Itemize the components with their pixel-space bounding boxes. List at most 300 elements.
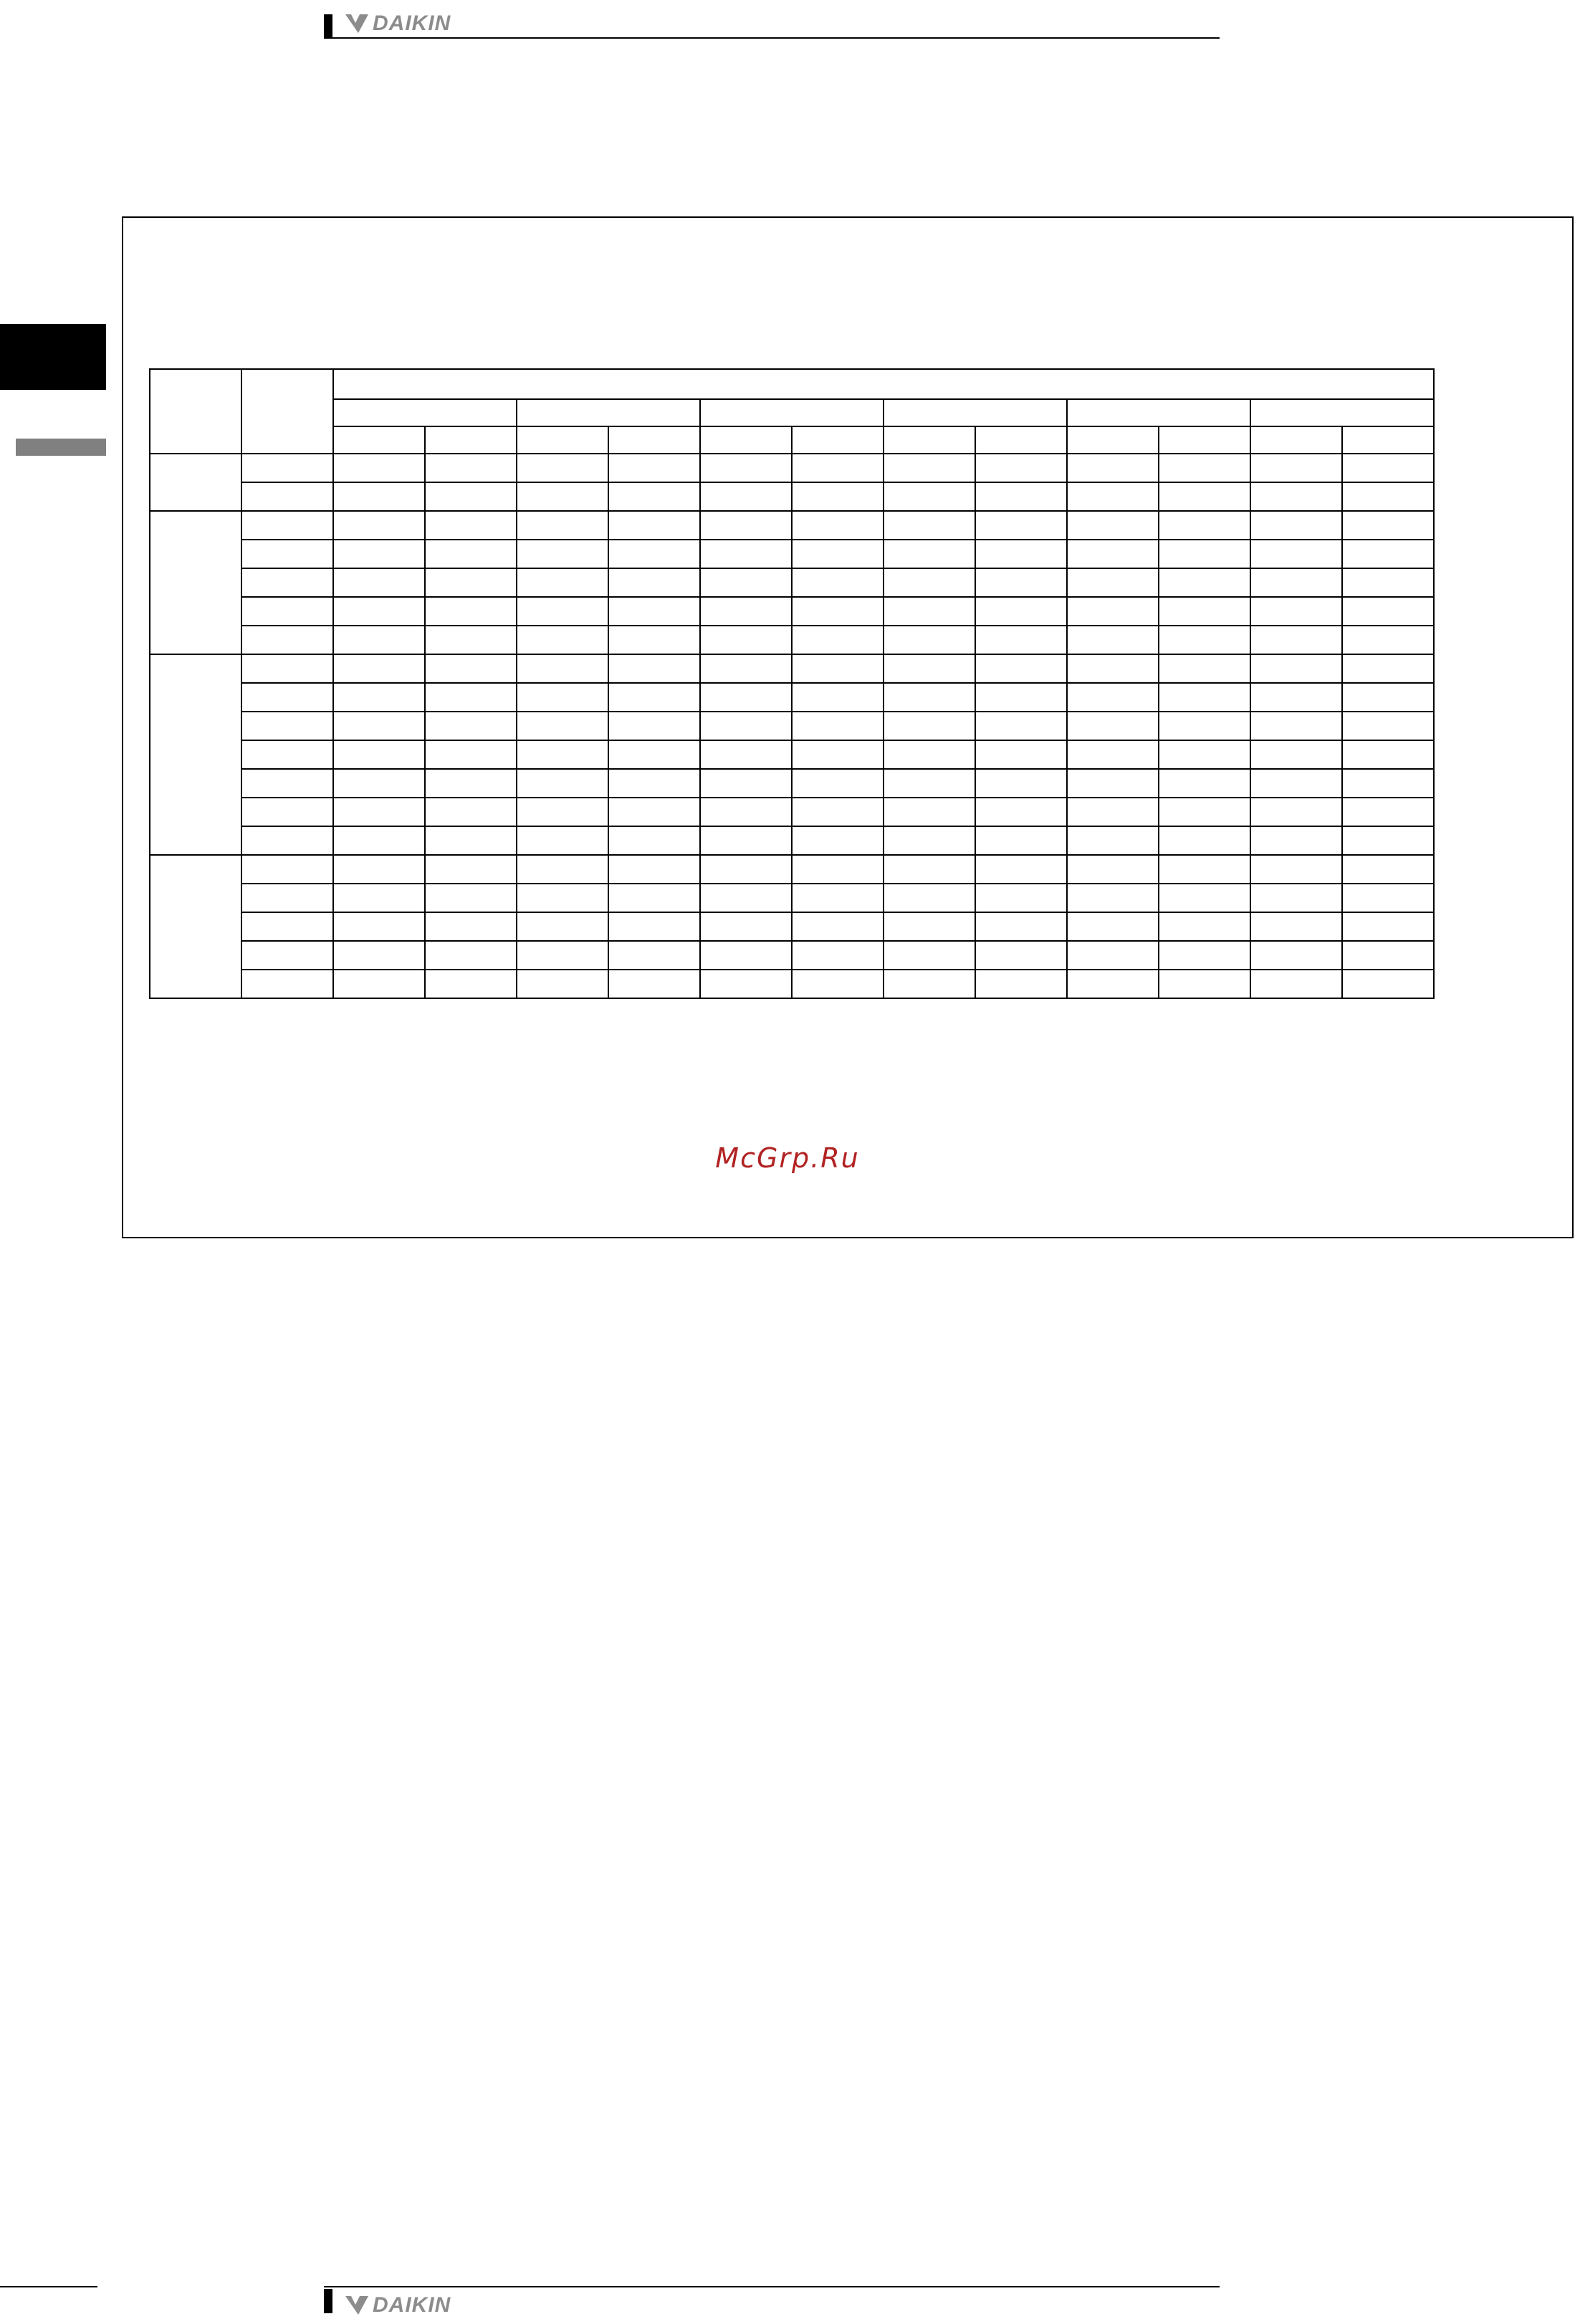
table-cell <box>1067 597 1159 626</box>
table-cell <box>700 654 792 683</box>
table-cell <box>517 826 608 855</box>
table-cell <box>975 540 1067 568</box>
table-cell <box>884 654 975 683</box>
table-cell <box>1067 941 1159 970</box>
table-cell <box>1067 884 1159 912</box>
table-cell <box>425 454 517 482</box>
table-row <box>150 769 1434 798</box>
table-header-row <box>150 426 1434 454</box>
table-cell <box>333 654 425 683</box>
table-cell <box>608 568 700 597</box>
table-cell <box>517 540 608 568</box>
table-cell <box>792 769 884 798</box>
table-cell <box>1250 941 1342 970</box>
table-cell <box>1342 683 1434 712</box>
table-cell <box>1067 568 1159 597</box>
table-cell <box>1159 511 1250 540</box>
table-cell <box>700 941 792 970</box>
row-label <box>241 683 333 712</box>
watermark: McGrp.Ru <box>715 1142 860 1174</box>
table-cell <box>425 970 517 998</box>
table-cell <box>517 568 608 597</box>
row-label <box>241 769 333 798</box>
table-cell <box>1250 654 1342 683</box>
table-header-row <box>150 399 1434 426</box>
table-cell <box>517 626 608 654</box>
table-cell <box>700 740 792 769</box>
table-cell <box>884 712 975 740</box>
table-cell <box>1159 454 1250 482</box>
table-cell <box>792 654 884 683</box>
row-group-label <box>150 454 241 511</box>
table-cell <box>425 568 517 597</box>
table-cell <box>975 568 1067 597</box>
table-cell <box>1159 941 1250 970</box>
table-cell <box>608 511 700 540</box>
table-cell <box>792 970 884 998</box>
table-cell <box>792 454 884 482</box>
table-cell <box>1159 970 1250 998</box>
table-cell <box>1250 769 1342 798</box>
table-cell <box>425 941 517 970</box>
footer-logo <box>344 2292 451 2319</box>
table-cell <box>517 654 608 683</box>
table-cell <box>792 912 884 941</box>
header-cell-group <box>333 399 517 426</box>
table-cell <box>333 912 425 941</box>
table-cell <box>792 626 884 654</box>
table-cell <box>884 683 975 712</box>
table-cell <box>1159 912 1250 941</box>
header-cell-row-label <box>150 369 241 454</box>
table-cell <box>884 769 975 798</box>
table-cell <box>884 941 975 970</box>
table-cell <box>425 654 517 683</box>
table-cell <box>1067 912 1159 941</box>
table-cell <box>608 626 700 654</box>
table-cell <box>1342 511 1434 540</box>
table-cell <box>333 941 425 970</box>
table-cell <box>1342 626 1434 654</box>
table-cell <box>517 855 608 884</box>
table-cell <box>884 626 975 654</box>
table-cell <box>884 740 975 769</box>
row-label <box>241 826 333 855</box>
table-cell <box>333 712 425 740</box>
table-cell <box>608 798 700 826</box>
table-cell <box>884 482 975 511</box>
table-cell <box>884 855 975 884</box>
table-cell <box>425 597 517 626</box>
table-cell <box>608 884 700 912</box>
table-cell <box>1250 798 1342 826</box>
table-row <box>150 740 1434 769</box>
table-cell <box>517 712 608 740</box>
table-cell <box>884 798 975 826</box>
table-cell <box>1250 597 1342 626</box>
table-cell <box>975 683 1067 712</box>
table-cell <box>1342 855 1434 884</box>
table-cell <box>1067 654 1159 683</box>
table-cell <box>1250 683 1342 712</box>
table-cell <box>517 941 608 970</box>
row-label <box>241 855 333 884</box>
table-row <box>150 826 1434 855</box>
table-cell <box>1159 826 1250 855</box>
table-cell <box>1250 712 1342 740</box>
table-cell <box>1067 482 1159 511</box>
table-cell <box>1342 540 1434 568</box>
table-cell <box>333 740 425 769</box>
table-cell <box>700 568 792 597</box>
header-cell-column <box>884 426 975 454</box>
table-cell <box>1250 740 1342 769</box>
table-cell <box>333 769 425 798</box>
table-cell <box>884 597 975 626</box>
table-cell <box>1159 540 1250 568</box>
header-cell-group <box>700 399 884 426</box>
table-cell <box>333 826 425 855</box>
table-row <box>150 712 1434 740</box>
table-cell <box>333 568 425 597</box>
table-cell <box>333 855 425 884</box>
table-cell <box>975 482 1067 511</box>
table-cell <box>792 798 884 826</box>
table-cell <box>608 540 700 568</box>
header-cell-column <box>792 426 884 454</box>
table-cell <box>333 884 425 912</box>
table-cell <box>1067 712 1159 740</box>
footer-brand-name: DAIKIN <box>373 2293 451 2317</box>
page-header <box>324 10 1220 39</box>
row-label <box>241 912 333 941</box>
table-cell <box>700 454 792 482</box>
table-cell <box>792 855 884 884</box>
table-cell <box>975 826 1067 855</box>
daikin-logo-icon <box>344 13 370 34</box>
table-cell <box>975 941 1067 970</box>
table-cell <box>975 454 1067 482</box>
table-cell <box>1342 568 1434 597</box>
table-row <box>150 912 1434 941</box>
table-cell <box>1250 482 1342 511</box>
table-cell <box>608 654 700 683</box>
header-cell-column <box>517 426 608 454</box>
table-cell <box>1342 884 1434 912</box>
table-cell <box>1159 568 1250 597</box>
table-cell <box>700 884 792 912</box>
table-cell <box>1067 683 1159 712</box>
table-cell <box>1067 454 1159 482</box>
row-label <box>241 712 333 740</box>
table-row <box>150 683 1434 712</box>
table-cell <box>792 511 884 540</box>
table-cell <box>700 482 792 511</box>
table-cell <box>975 654 1067 683</box>
table-cell <box>425 540 517 568</box>
table-cell <box>1067 511 1159 540</box>
table-cell <box>1342 482 1434 511</box>
table-cell <box>792 482 884 511</box>
row-label <box>241 884 333 912</box>
table-cell <box>975 769 1067 798</box>
table-cell <box>700 826 792 855</box>
table-cell <box>333 482 425 511</box>
table-cell <box>425 683 517 712</box>
table-cell <box>975 511 1067 540</box>
row-label <box>241 654 333 683</box>
table-cell <box>1250 912 1342 941</box>
table-cell <box>884 970 975 998</box>
table-cell <box>1250 970 1342 998</box>
table-cell <box>975 626 1067 654</box>
table-cell <box>425 769 517 798</box>
row-label <box>241 454 333 482</box>
table-cell <box>700 769 792 798</box>
table-cell <box>1159 798 1250 826</box>
header-cell-sub-label <box>241 369 333 454</box>
header-cell-column <box>333 426 425 454</box>
table-cell <box>975 884 1067 912</box>
table-cell <box>700 511 792 540</box>
table-cell <box>884 826 975 855</box>
table-cell <box>1159 482 1250 511</box>
table-cell <box>425 511 517 540</box>
table-cell <box>1067 798 1159 826</box>
table-cell <box>333 626 425 654</box>
table-cell <box>517 683 608 712</box>
row-group-label <box>150 511 241 654</box>
table-row <box>150 626 1434 654</box>
header-cell-column <box>1067 426 1159 454</box>
table-cell <box>517 740 608 769</box>
table-row <box>150 798 1434 826</box>
header-cell-column <box>1342 426 1434 454</box>
table-row <box>150 970 1434 998</box>
table-cell <box>1067 855 1159 884</box>
table-cell <box>1342 826 1434 855</box>
table-cell <box>1342 769 1434 798</box>
table-row <box>150 454 1434 482</box>
table-cell <box>1067 970 1159 998</box>
table-cell <box>608 597 700 626</box>
table-cell <box>1159 855 1250 884</box>
table-row <box>150 568 1434 597</box>
table-row <box>150 482 1434 511</box>
table-row <box>150 540 1434 568</box>
table-cell <box>425 798 517 826</box>
table-cell <box>1159 769 1250 798</box>
table-cell <box>608 826 700 855</box>
table-cell <box>517 454 608 482</box>
table-cell <box>425 740 517 769</box>
table-cell <box>1250 511 1342 540</box>
table-cell <box>1067 826 1159 855</box>
table-cell <box>425 826 517 855</box>
header-cell-column <box>608 426 700 454</box>
row-label <box>241 568 333 597</box>
table-cell <box>608 712 700 740</box>
table-cell <box>792 540 884 568</box>
table-cell <box>517 597 608 626</box>
table-cell <box>517 970 608 998</box>
header-brand-name: DAIKIN <box>373 11 451 35</box>
table-row <box>150 511 1434 540</box>
table-cell <box>517 769 608 798</box>
daikin-logo-icon <box>344 2295 370 2316</box>
table-cell <box>608 482 700 511</box>
table-row <box>150 654 1434 683</box>
table-cell <box>1159 740 1250 769</box>
row-label <box>241 597 333 626</box>
row-label <box>241 740 333 769</box>
table-cell <box>333 970 425 998</box>
table-cell <box>1067 626 1159 654</box>
table-cell <box>792 826 884 855</box>
footer-left-rule <box>0 2286 97 2287</box>
table-cell <box>1250 884 1342 912</box>
table-cell <box>608 970 700 998</box>
table-cell <box>1159 712 1250 740</box>
table-cell <box>700 798 792 826</box>
table-cell <box>1342 454 1434 482</box>
table-cell <box>333 540 425 568</box>
table-cell <box>1159 683 1250 712</box>
table-cell <box>1067 769 1159 798</box>
table-cell <box>1250 540 1342 568</box>
table-cell <box>333 597 425 626</box>
header-cell-column <box>425 426 517 454</box>
header-accent-bar <box>324 14 332 39</box>
row-group-label <box>150 855 241 998</box>
table-cell <box>792 941 884 970</box>
row-label <box>241 970 333 998</box>
table-cell <box>333 454 425 482</box>
table-cell <box>884 884 975 912</box>
table-cell <box>975 798 1067 826</box>
table-cell <box>425 482 517 511</box>
table-cell <box>1250 568 1342 597</box>
table-cell <box>425 626 517 654</box>
table-cell <box>333 511 425 540</box>
table-cell <box>792 568 884 597</box>
table-cell <box>1159 597 1250 626</box>
table-cell <box>792 597 884 626</box>
table-cell <box>700 912 792 941</box>
table-cell <box>1342 941 1434 970</box>
table-cell <box>700 683 792 712</box>
header-cell-column <box>1250 426 1342 454</box>
table-cell <box>517 912 608 941</box>
row-label <box>241 941 333 970</box>
table-cell <box>792 683 884 712</box>
table-cell <box>1250 826 1342 855</box>
table-cell <box>1250 855 1342 884</box>
header-cell-span <box>333 369 1434 399</box>
table-cell <box>1159 626 1250 654</box>
table-cell <box>1067 540 1159 568</box>
chapter-tab <box>0 324 106 390</box>
table-cell <box>517 798 608 826</box>
data-table <box>149 368 1435 999</box>
header-cell-column <box>1159 426 1250 454</box>
table-cell <box>425 855 517 884</box>
table-cell <box>975 740 1067 769</box>
row-label <box>241 798 333 826</box>
table-cell <box>792 740 884 769</box>
table-cell <box>333 798 425 826</box>
table-cell <box>884 568 975 597</box>
table-cell <box>792 884 884 912</box>
table-cell <box>608 912 700 941</box>
table-cell <box>884 511 975 540</box>
table-cell <box>608 454 700 482</box>
table-row <box>150 597 1434 626</box>
table-cell <box>1342 740 1434 769</box>
table-cell <box>975 912 1067 941</box>
table-cell <box>700 712 792 740</box>
table-cell <box>1250 454 1342 482</box>
table-cell <box>608 769 700 798</box>
table-row <box>150 941 1434 970</box>
table-cell <box>975 597 1067 626</box>
table-cell <box>517 511 608 540</box>
table-cell <box>517 884 608 912</box>
section-tab <box>16 439 106 456</box>
table-cell <box>425 884 517 912</box>
table-cell <box>1159 884 1250 912</box>
header-logo <box>344 10 451 37</box>
table-cell <box>608 941 700 970</box>
table-cell <box>1342 597 1434 626</box>
table-cell <box>1342 912 1434 941</box>
table-cell <box>792 712 884 740</box>
table-cell <box>1342 654 1434 683</box>
row-label <box>241 511 333 540</box>
table-cell <box>884 912 975 941</box>
table-cell <box>975 712 1067 740</box>
header-cell-group <box>884 399 1067 426</box>
row-label <box>241 482 333 511</box>
table-cell <box>1342 798 1434 826</box>
table-cell <box>700 626 792 654</box>
table-cell <box>884 540 975 568</box>
table-cell <box>425 712 517 740</box>
header-cell-group <box>517 399 700 426</box>
table-cell <box>700 540 792 568</box>
table-row <box>150 855 1434 884</box>
table-cell <box>975 855 1067 884</box>
table-cell <box>1250 626 1342 654</box>
page-footer <box>324 2286 1220 2320</box>
table-cell <box>1159 654 1250 683</box>
row-label <box>241 540 333 568</box>
table-cell <box>425 912 517 941</box>
table-cell <box>975 970 1067 998</box>
table-cell <box>700 597 792 626</box>
table-cell <box>1067 740 1159 769</box>
footer-accent-bar <box>324 2289 332 2313</box>
table-cell <box>333 683 425 712</box>
header-cell-column <box>975 426 1067 454</box>
row-label <box>241 626 333 654</box>
header-cell-group <box>1250 399 1434 426</box>
table-cell <box>1342 970 1434 998</box>
table-cell <box>884 454 975 482</box>
table-cell <box>517 482 608 511</box>
table-cell <box>700 970 792 998</box>
table-cell <box>608 683 700 712</box>
